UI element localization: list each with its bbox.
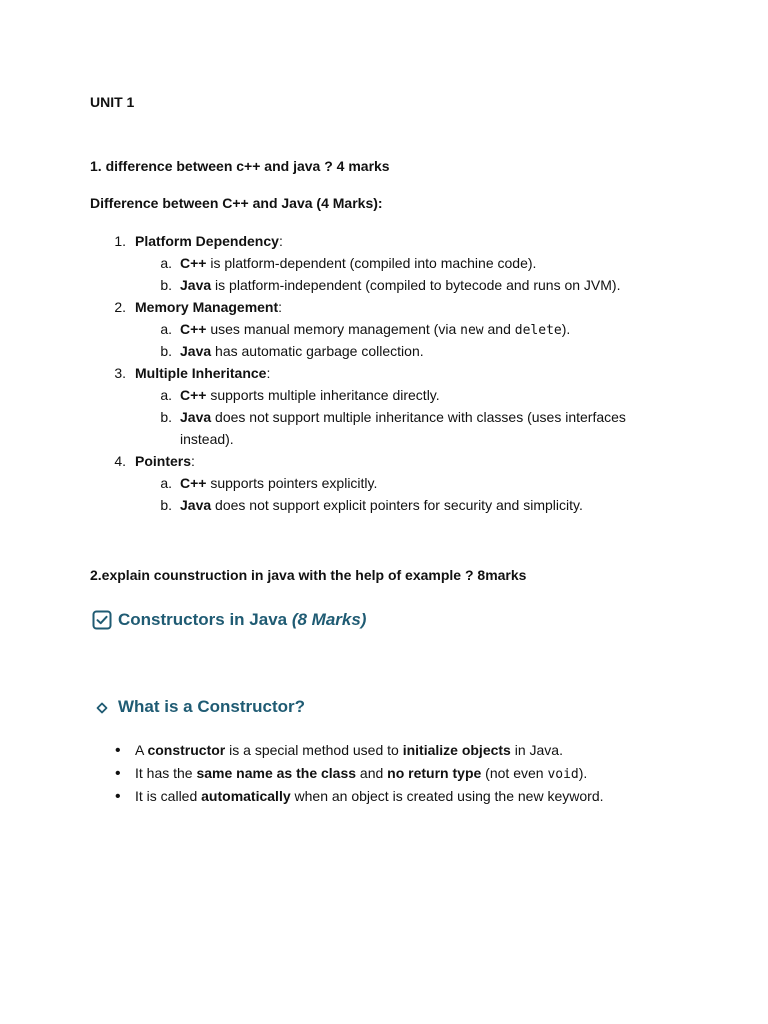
code-new: new [460,323,484,338]
bullet-text: when an object is created using the [290,788,518,804]
sub-item [180,387,440,403]
list-number: 2. [114,299,126,315]
sub-item [180,497,583,513]
sub-letter: b. [160,409,172,425]
sub-letter: a. [160,475,172,491]
sub-text: is platform-independent (compiled to bytecode and runs on JVM). [211,277,621,293]
list-item [135,788,604,804]
list-number: 3. [114,365,126,381]
sub-letter: b. [160,497,172,513]
sub-letter: a. [160,321,172,337]
sub-bold: C++ [180,475,207,491]
question-2: 2.explain counstruction in java with the help of example ? 8marks [90,567,527,583]
item-title: Multiple Inheritance [135,365,267,381]
list-number: 4. [114,453,126,469]
sub-text: and [483,321,515,337]
colon: : [278,299,283,315]
item-title: Platform Dependency [135,233,279,249]
list-item-heading [135,233,283,249]
question-1: 1. difference between c++ and java ? 4 marks [90,158,390,174]
sub-letter: a. [160,387,172,403]
bullet-bold: same name as the class [196,765,357,781]
section-title [118,610,366,630]
sub-bold: C++ [180,255,207,271]
code-void: void [547,767,579,782]
section-title-marks: (8 Marks) [291,610,367,629]
q1-heading: Difference between C++ and Java (4 Marks): [90,195,383,211]
sub-text: uses manual memory management (via [206,321,461,337]
bullet-text: in Java. [510,742,563,758]
bullet-bold: initialize objects [402,742,511,758]
sub-bold: Java [180,277,212,293]
unit-title: UNIT 1 [90,94,135,110]
code-delete: delete [514,323,562,338]
bullet-text: keyword. [543,788,604,804]
bullet-icon: • [115,742,121,759]
sub-item [180,343,424,359]
sub-item [180,475,377,491]
bullet-text: It is called [135,788,202,804]
bullet-text: and [356,765,388,781]
sub-text: has automatic garbage collection. [211,343,424,359]
item-title: Memory Management [135,299,279,315]
sub-text: does not support multiple inheritance with classes (uses interfaces [211,409,626,425]
sub-bold: C++ [180,321,207,337]
sub-letter: a. [160,255,172,271]
sub-text: does not support explicit pointers for security and simplicity. [211,497,583,513]
list-item [135,742,563,758]
bullet-bold: automatically [201,788,291,804]
checkbox-checked-icon [92,610,112,633]
sub-text: supports pointers explicitly. [206,475,378,491]
bullet-bold: no return type [387,765,482,781]
sub-item [180,255,536,271]
colon: : [266,365,271,381]
subsection-title: What is a Constructor? [118,697,306,716]
code-new: new [517,788,544,804]
section-title-text: Constructors in Java [118,610,292,629]
bullet-text: It has the [135,765,197,781]
sub-bold: Java [180,409,212,425]
sub-letter: b. [160,343,172,359]
colon: : [278,233,283,249]
sub-text-continuation: instead). [180,431,234,447]
bullet-text: A [135,742,148,758]
list-number: 1. [114,233,126,249]
diamond-outline-icon [96,701,108,717]
sub-item [180,409,626,425]
sub-item [180,321,570,338]
sub-text: is platform-dependent (compiled into machine code). [206,255,537,271]
sub-bold: Java [180,343,212,359]
sub-text: ). [561,321,571,337]
sub-bold: Java [180,497,212,513]
bullet-text: is a special method used to [225,742,403,758]
bullet-text: ). [578,765,588,781]
sub-item [180,277,621,293]
list-item-heading [135,299,282,315]
list-item-heading [135,365,270,381]
bullet-text: (not even [481,765,548,781]
list-item [135,765,587,782]
bullet-icon: • [115,788,121,805]
sub-bold: C++ [180,387,207,403]
bullet-bold: constructor [147,742,226,758]
list-item-heading [135,453,195,469]
sub-text: supports multiple inheritance directly. [206,387,440,403]
bullet-icon: • [115,765,121,782]
sub-letter: b. [160,277,172,293]
colon: : [191,453,195,469]
item-title: Pointers [135,453,192,469]
